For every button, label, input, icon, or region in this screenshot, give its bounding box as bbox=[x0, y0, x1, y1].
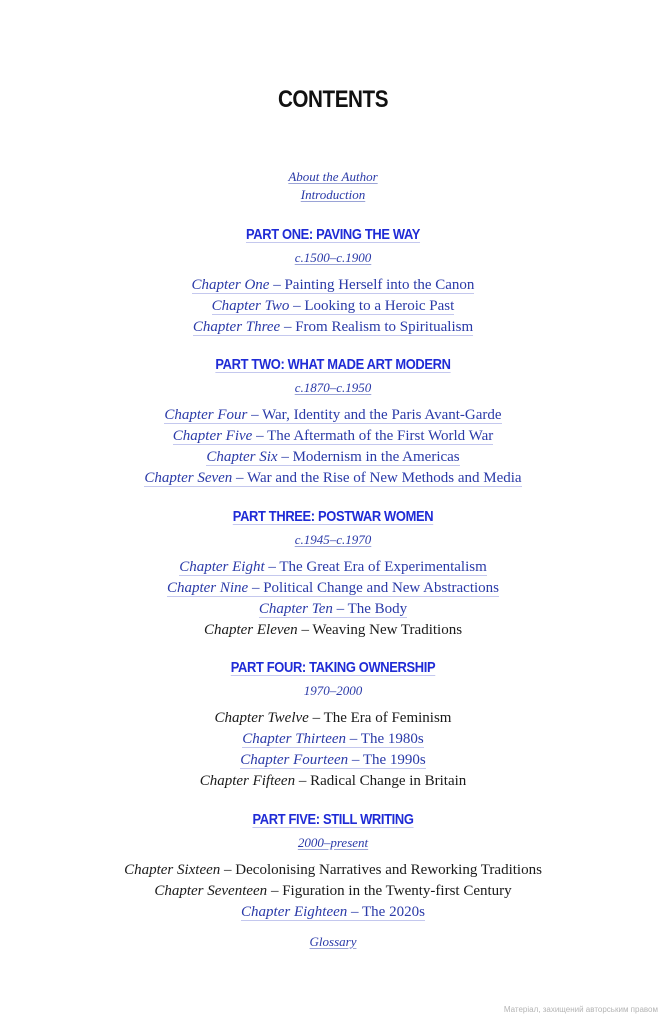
chapter-title: Painting Herself into the Canon bbox=[284, 277, 475, 293]
chapter-number: Chapter Five bbox=[172, 428, 253, 444]
chapter-number: Chapter Nine bbox=[166, 580, 249, 596]
chapter-entry bbox=[0, 708, 666, 729]
back-matter bbox=[0, 933, 666, 951]
chapter-number: Chapter Eighteen bbox=[241, 904, 348, 920]
chapter-link[interactable] bbox=[0, 405, 666, 426]
part-heading[interactable]: PART FOUR: TAKING OWNERSHIP bbox=[230, 659, 436, 676]
chapter-separator: – bbox=[346, 731, 361, 747]
chapter-number: Chapter Two bbox=[211, 298, 290, 314]
part-heading[interactable]: PART ONE: PAVING THE WAY bbox=[245, 226, 421, 243]
chapter-number: Chapter Seven bbox=[144, 470, 233, 486]
chapter-title: Radical Change in Britain bbox=[310, 773, 467, 789]
chapter-number: Chapter Ten bbox=[258, 601, 333, 617]
chapter-number: Chapter Thirteen bbox=[242, 731, 347, 747]
chapter-number: Chapter Fifteen bbox=[199, 773, 296, 789]
part-heading[interactable]: PART THREE: POSTWAR WOMEN bbox=[232, 508, 434, 525]
chapter-title: From Realism to Spiritualism bbox=[295, 319, 474, 335]
chapter-link[interactable] bbox=[0, 557, 666, 578]
part-dates: 1970–2000 bbox=[303, 683, 363, 698]
chapter-link[interactable] bbox=[0, 729, 666, 750]
chapter-separator: – bbox=[348, 752, 363, 768]
chapter-title: The Great Era of Experimentalism bbox=[279, 559, 487, 575]
chapter-number: Chapter Fourteen bbox=[240, 752, 349, 768]
part-dates[interactable]: 2000–present bbox=[297, 835, 369, 850]
chapter-number: Chapter Four bbox=[164, 407, 248, 423]
part-dates[interactable]: c.1870–c.1950 bbox=[294, 380, 372, 395]
link-glossary[interactable]: Glossary bbox=[309, 934, 357, 949]
chapter-separator: – bbox=[248, 580, 264, 596]
chapter-link[interactable] bbox=[0, 317, 666, 338]
part-two bbox=[0, 356, 666, 489]
chapter-title: War, Identity and the Paris Avant-Garde bbox=[262, 407, 502, 423]
chapter-separator: – bbox=[295, 773, 311, 789]
chapter-separator: – bbox=[252, 428, 268, 444]
chapter-entry bbox=[0, 620, 666, 641]
part-dates[interactable]: c.1500–c.1900 bbox=[294, 250, 372, 265]
chapter-title: The 2020s bbox=[362, 904, 425, 920]
chapter-separator: – bbox=[269, 277, 285, 293]
chapter-separator: – bbox=[232, 470, 248, 486]
chapter-separator: – bbox=[289, 298, 305, 314]
chapter-link[interactable] bbox=[0, 750, 666, 771]
chapter-title: Looking to a Heroic Past bbox=[304, 298, 455, 314]
chapter-separator: – bbox=[247, 407, 263, 423]
chapter-separator: – bbox=[308, 710, 324, 726]
link-about-the-author[interactable]: About the Author bbox=[288, 169, 378, 184]
chapter-separator: – bbox=[220, 862, 236, 878]
chapter-title: Modernism in the Americas bbox=[292, 449, 460, 465]
chapter-separator: – bbox=[297, 622, 313, 638]
part-five bbox=[0, 811, 666, 923]
chapter-entry bbox=[0, 860, 666, 881]
chapter-number: Chapter Sixteen bbox=[124, 862, 221, 878]
chapter-title: Decolonising Narratives and Reworking Traditions bbox=[235, 862, 542, 878]
chapter-link[interactable] bbox=[0, 275, 666, 296]
chapter-link[interactable] bbox=[0, 447, 666, 468]
chapter-title: The 1990s bbox=[362, 752, 426, 768]
chapter-list bbox=[0, 557, 666, 641]
chapter-number: Chapter Seventeen bbox=[154, 883, 268, 899]
chapter-separator: – bbox=[332, 601, 348, 617]
chapter-number: Chapter Twelve bbox=[214, 710, 309, 726]
chapter-link[interactable] bbox=[0, 599, 666, 620]
chapter-title: War and the Rise of New Methods and Media bbox=[247, 470, 522, 486]
front-matter bbox=[0, 168, 666, 204]
chapter-separator: – bbox=[267, 883, 283, 899]
chapter-title: The Era of Feminism bbox=[323, 710, 452, 726]
chapter-title: The Body bbox=[347, 601, 408, 617]
chapter-title: The 1980s bbox=[360, 731, 424, 747]
chapter-list bbox=[0, 860, 666, 923]
chapter-link[interactable] bbox=[0, 902, 666, 923]
chapter-separator: – bbox=[280, 319, 296, 335]
chapter-entry bbox=[0, 881, 666, 902]
chapter-separator: – bbox=[264, 559, 280, 575]
chapter-title: Weaving New Traditions bbox=[312, 622, 463, 638]
chapter-number: Chapter One bbox=[191, 277, 270, 293]
part-four bbox=[0, 659, 666, 792]
chapter-title: Political Change and New Abstractions bbox=[263, 580, 500, 596]
part-heading[interactable]: PART FIVE: STILL WRITING bbox=[252, 811, 414, 828]
chapter-title: The Aftermath of the First World War bbox=[267, 428, 494, 444]
page-title: CONTENTS bbox=[277, 86, 389, 113]
chapter-link[interactable] bbox=[0, 296, 666, 317]
chapter-list bbox=[0, 708, 666, 792]
chapter-number: Chapter Eleven bbox=[203, 622, 298, 638]
chapter-entry bbox=[0, 771, 666, 792]
chapter-number: Chapter Eight bbox=[179, 559, 265, 575]
chapter-number: Chapter Three bbox=[192, 319, 281, 335]
chapter-list bbox=[0, 405, 666, 489]
chapter-number: Chapter Six bbox=[206, 449, 278, 465]
chapter-link[interactable] bbox=[0, 426, 666, 447]
part-heading[interactable]: PART TWO: WHAT MADE ART MODERN bbox=[215, 356, 451, 373]
link-introduction[interactable]: Introduction bbox=[300, 187, 366, 202]
part-one bbox=[0, 226, 666, 338]
chapter-link[interactable] bbox=[0, 578, 666, 599]
chapter-separator: – bbox=[347, 904, 363, 920]
chapter-separator: – bbox=[277, 449, 293, 465]
chapter-list bbox=[0, 275, 666, 338]
chapter-link[interactable] bbox=[0, 468, 666, 489]
part-dates[interactable]: c.1945–c.1970 bbox=[294, 532, 372, 547]
chapter-title: Figuration in the Twenty-first Century bbox=[282, 883, 512, 899]
copyright-watermark: Матеріал, захищений авторським правом bbox=[503, 1005, 658, 1014]
part-three bbox=[0, 508, 666, 641]
